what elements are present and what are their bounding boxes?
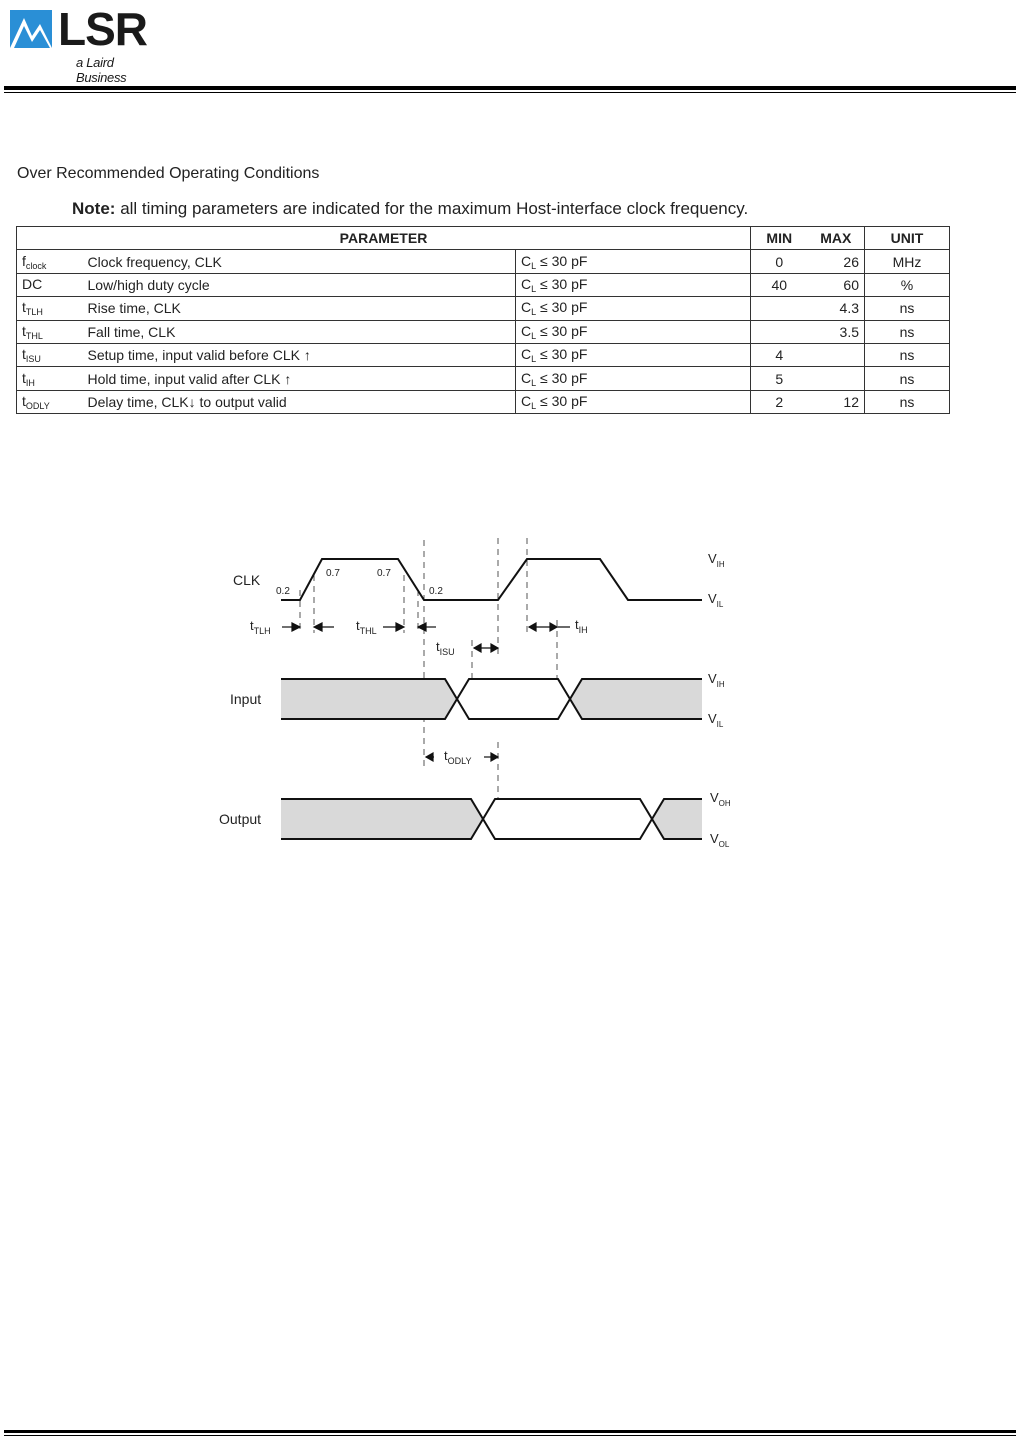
param-condition: $C_L \le 30$ pF — [516, 250, 751, 273]
param-unit: MHz — [865, 250, 950, 273]
param-min: 2 — [751, 390, 808, 413]
company-logo — [8, 3, 158, 85]
clk-vil-label: $V_{IL}$ — [708, 591, 724, 609]
param-description: Clock frequency, CLK — [83, 250, 516, 273]
table-row — [17, 320, 950, 343]
footer-rule — [4, 1430, 1016, 1433]
param-unit: ns — [865, 390, 950, 413]
timing-table — [16, 226, 950, 414]
param-unit: ns — [865, 320, 950, 343]
param-min — [751, 320, 808, 343]
param-max: 26 — [808, 250, 865, 273]
param-symbol: $t_{ODLY}$ — [17, 390, 83, 413]
note-label: Note: — [72, 199, 116, 218]
threshold-low-rise: 0.2 — [276, 586, 290, 597]
logo-text: LSR — [58, 3, 147, 55]
output-vol-label: $V_{OL}$ — [710, 831, 730, 849]
param-symbol: $t_{IH}$ — [17, 367, 83, 390]
label-tih: $t_{IH}$ — [575, 617, 588, 635]
label-thl: $t_{THL}$ — [356, 618, 377, 636]
param-unit: ns — [865, 367, 950, 390]
header-max: MAX — [808, 227, 865, 250]
param-description: Fall time, CLK — [83, 320, 516, 343]
param-min: 0 — [751, 250, 808, 273]
header-min: MIN — [751, 227, 808, 250]
param-max: 60 — [808, 273, 865, 296]
param-max — [808, 343, 865, 366]
param-max — [808, 367, 865, 390]
param-condition: $C_L \le 30$ pF — [516, 343, 751, 366]
param-description: Low/high duty cycle — [83, 273, 516, 296]
header-rule-thin — [4, 92, 1016, 93]
input-waveform — [281, 679, 702, 719]
table-row — [17, 390, 950, 413]
label-todly: $t_{ODLY}$ — [444, 748, 472, 766]
param-max: 4.3 — [808, 297, 865, 320]
param-description: Setup time, input valid before CLK ↑ — [83, 343, 516, 366]
param-symbol: $f_{clock}$ — [17, 250, 83, 273]
clk-waveform — [281, 559, 702, 600]
input-label: Input — [230, 691, 262, 707]
param-description: Hold time, input valid after CLK ↑ — [83, 367, 516, 390]
header-rule — [4, 86, 1016, 90]
table-row — [17, 343, 950, 366]
param-symbol: $t_{THL}$ — [17, 320, 83, 343]
clk-vih-label: $V_{IH}$ — [708, 551, 725, 569]
param-min: 4 — [751, 343, 808, 366]
param-min — [751, 297, 808, 320]
input-vih-label: $V_{IH}$ — [708, 671, 725, 689]
note-text: all timing parameters are indicated for the maximum Host-interface clock frequency. — [120, 199, 749, 218]
table-row — [17, 273, 950, 296]
param-description: Rise time, CLK — [83, 297, 516, 320]
output-label: Output — [219, 811, 262, 827]
header-parameter: PARAMETER — [17, 227, 751, 250]
param-max: 3.5 — [808, 320, 865, 343]
input-vil-label: $V_{IL}$ — [708, 711, 724, 729]
param-max: 12 — [808, 390, 865, 413]
param-condition: $C_L \le 30$ pF — [516, 390, 751, 413]
threshold-high-rise: 0.7 — [326, 568, 340, 579]
param-description: Delay time, CLK↓ to output valid — [83, 390, 516, 413]
label-tisu: $t_{ISU}$ — [436, 639, 455, 657]
param-condition: $C_L \le 30$ pF — [516, 367, 751, 390]
table-row — [17, 297, 950, 320]
header-unit: UNIT — [865, 227, 950, 250]
clk-label: CLK — [233, 572, 261, 588]
table-row — [17, 367, 950, 390]
param-unit: ns — [865, 297, 950, 320]
param-symbol: $t_{TLH}$ — [17, 297, 83, 320]
table-header-row — [17, 227, 950, 250]
table-row — [17, 250, 950, 273]
param-min: 5 — [751, 367, 808, 390]
logo-mark-icon — [10, 10, 54, 50]
param-symbol: DC — [17, 273, 83, 296]
param-unit: ns — [865, 343, 950, 366]
param-unit: % — [865, 273, 950, 296]
label-tlh: $t_{TLH}$ — [250, 618, 271, 636]
param-min: 40 — [751, 273, 808, 296]
footer-rule-thin — [4, 1435, 1016, 1436]
timing-note — [72, 199, 748, 219]
param-condition: $C_L \le 30$ pF — [516, 320, 751, 343]
param-symbol: $t_{ISU}$ — [17, 343, 83, 366]
param-condition: $C_L \le 30$ pF — [516, 273, 751, 296]
conditions-heading: Over Recommended Operating Conditions — [17, 165, 320, 182]
threshold-low-fall: 0.2 — [429, 586, 443, 597]
output-waveform — [281, 799, 702, 839]
param-condition: $C_L \le 30$ pF — [516, 297, 751, 320]
output-voh-label: $V_{OH}$ — [710, 790, 731, 808]
logo-tagline: a Laird Business — [76, 55, 127, 85]
threshold-high-fall: 0.7 — [377, 568, 391, 579]
